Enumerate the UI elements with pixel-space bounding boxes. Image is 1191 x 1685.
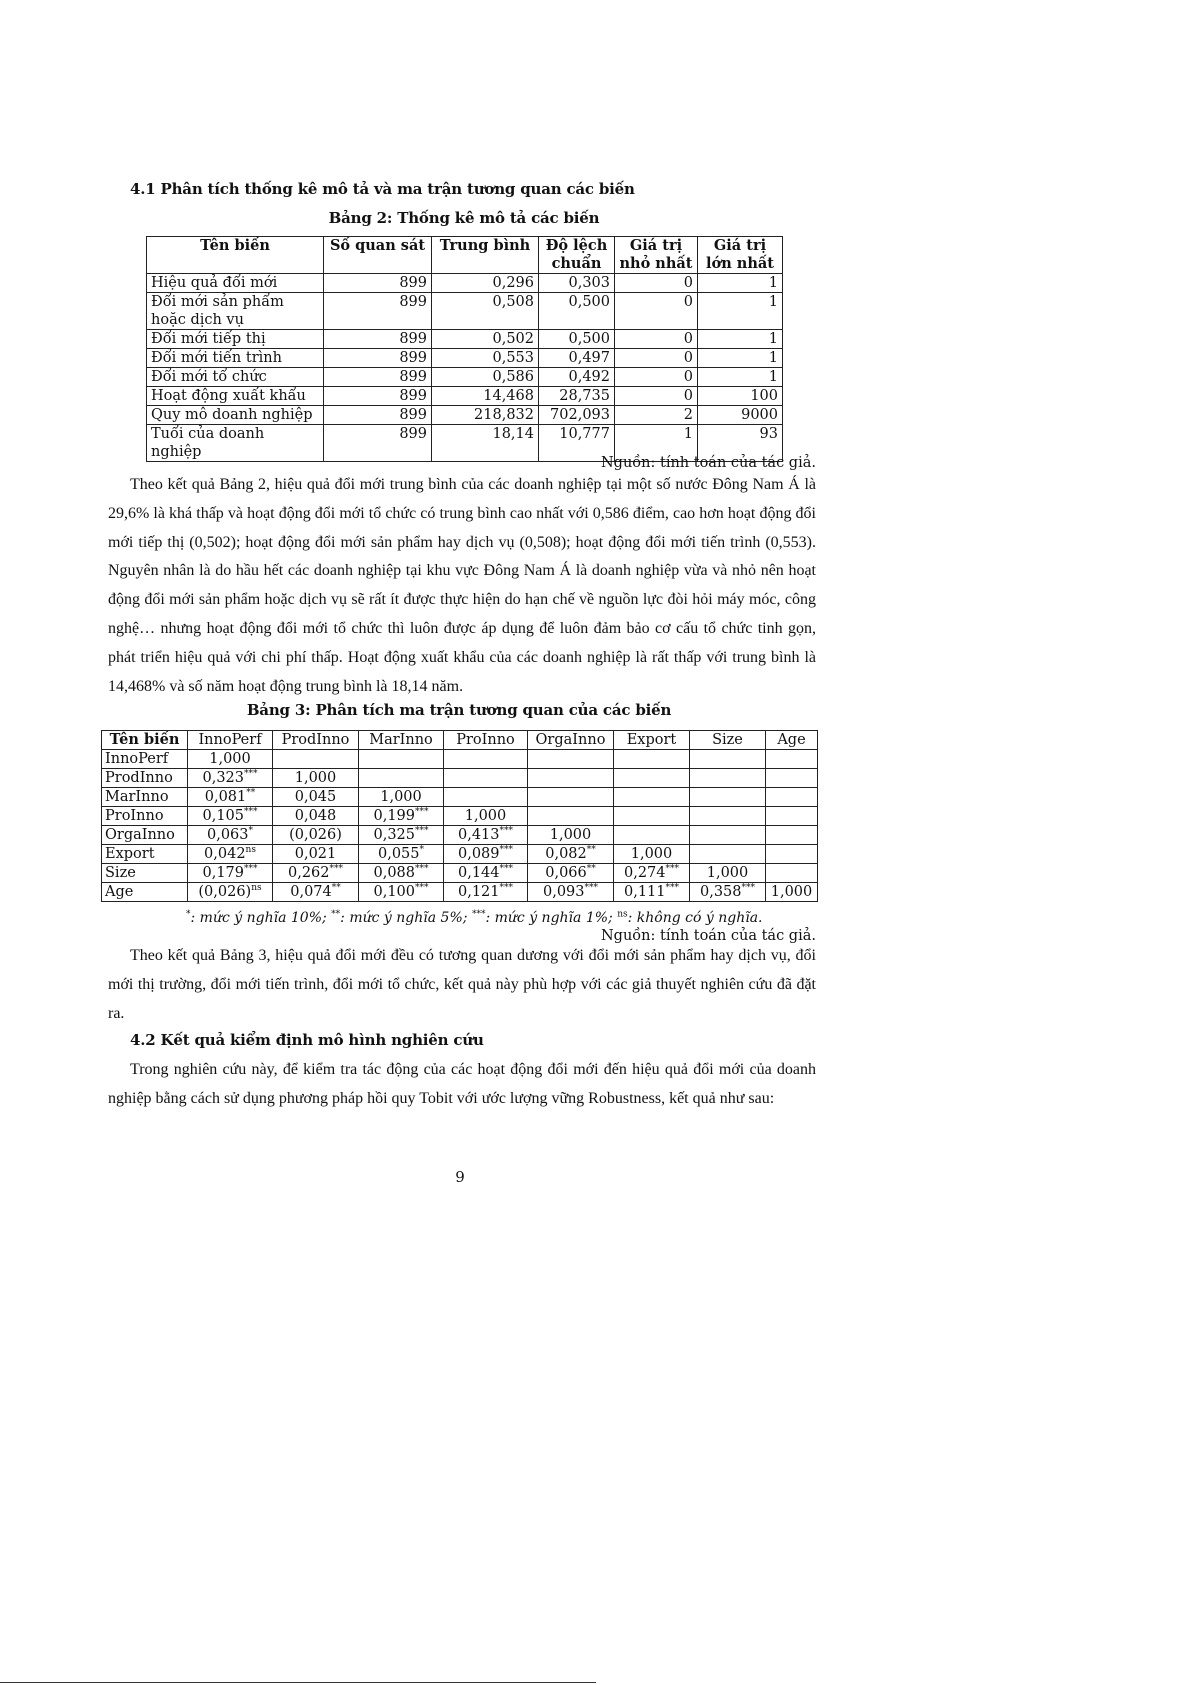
correlation-value: 0,066: [545, 865, 587, 881]
table-row: [102, 864, 818, 883]
significance-mark: ***: [415, 864, 429, 875]
stat-value-cell: 0,502: [432, 330, 539, 349]
significance-mark: ***: [244, 769, 258, 780]
table2-header-line: Giá trị: [629, 237, 683, 254]
paragraph-table2-analysis: Theo kết quả Bảng 2, hiệu quả đổi mới trung bình của các doanh nghiệp tại một số nước Đông Nam Á là 29,6% là khá thấp và hoạt động đổi mới tổ chức có trung bình cao nhất với 0,586 điểm, cao hơn hoạt động đổi mới tiếp thị (0,502); hoạt động đổi mới sản phẩm hay dịch vụ (0,508); hoạt động đổi mới tiến trình (0,553). Nguyên nhân là do hầu hết các doanh nghiệp tại khu vực Đông Nam Á là doanh nghiệp vừa và nhỏ nên hoạt động đổi mới sản phẩm hoặc dịch vụ sẽ rất ít được thực hiện do hạn chế về nguồn lực đòi hỏi máy móc, công nghệ… nhưng hoạt động đổi mới tổ chức thì luôn được áp dụng để luôn đảm bảo cơ cấu tổ chức tinh gọn, phát triển hiệu quả với chi phí thấp. Hoạt động xuất khẩu của các doanh nghiệp là rất thấp với trung bình là 14,468% và số năm hoạt động trung bình là 18,14 năm.: [108, 476, 816, 695]
correlation-cell: [766, 883, 818, 902]
correlation-value: 0,262: [287, 865, 330, 881]
table2-header-line: Trung bình: [439, 237, 531, 254]
correlation-value: 0,081: [204, 789, 247, 805]
significance-mark: **: [586, 864, 596, 875]
variable-name-cell: Đổi mới tiến trình: [147, 349, 324, 368]
correlation-cell: [528, 807, 614, 826]
correlation-cell: [690, 788, 766, 807]
stat-value-cell: 1: [698, 330, 783, 349]
correlation-cell: [614, 807, 690, 826]
table-row: [102, 750, 818, 769]
correlation-cell: [766, 864, 818, 883]
correlation-cell: [614, 845, 690, 864]
stat-value-cell: 0,492: [539, 368, 615, 387]
variable-name-cell: Đổi mới sản phẩm hoặc dịch vụ: [147, 293, 324, 330]
correlation-cell: [188, 750, 273, 769]
significance-mark: ***: [584, 883, 598, 894]
table3-header-cell: Age: [766, 731, 818, 750]
significance-mark: *: [419, 845, 424, 856]
significance-note-mark: ns: [617, 909, 628, 920]
correlation-value: 0,082: [545, 846, 587, 862]
variable-name-cell: Hiệu quả đổi mới: [147, 274, 324, 293]
significance-mark: ***: [415, 807, 429, 818]
table2-header-line: Độ lệch: [545, 237, 608, 254]
table2-header-cell: [698, 237, 783, 274]
section-heading-4-1: 4.1 Phân tích thống kê mô tả và ma trận tương quan các biến: [130, 180, 635, 198]
correlation-cell: [273, 788, 359, 807]
significance-note-text: : mức ý nghĩa 10%;: [190, 910, 332, 926]
correlation-cell: [766, 807, 818, 826]
correlation-cell: [359, 807, 444, 826]
correlation-cell: [444, 864, 528, 883]
stat-value-cell: 0,586: [432, 368, 539, 387]
significance-note-mark: *: [186, 909, 191, 920]
paragraph-model-testing: Trong nghiên cứu này, để kiểm tra tác động của các hoạt động đổi mới đến hiệu quả đổi mới của doanh nghiệp bằng cách sử dụng phương pháp hồi quy Tobit với ước lượng vững Robustness, kết quả như sau:: [108, 1061, 816, 1107]
correlation-cell: [359, 826, 444, 845]
variable-name-cell: Quy mô doanh nghiệp: [147, 406, 324, 425]
correlation-cell: [359, 864, 444, 883]
correlation-value: 0,021: [294, 846, 337, 862]
stat-value-cell: 0: [615, 274, 698, 293]
stat-value-cell: 0: [615, 349, 698, 368]
stat-value-cell: 0,508: [432, 293, 539, 330]
significance-note-mark: ***: [471, 909, 486, 920]
correlation-cell: [359, 769, 444, 788]
table-row: [147, 387, 783, 406]
correlation-cell: [273, 864, 359, 883]
stat-value-cell: 0,497: [539, 349, 615, 368]
correlation-cell: [528, 826, 614, 845]
correlation-cell: [614, 864, 690, 883]
correlation-value: 0,045: [294, 789, 337, 805]
significance-note-text: : không có ý nghĩa.: [627, 910, 763, 926]
table-row: [147, 368, 783, 387]
correlation-cell: [766, 769, 818, 788]
significance-mark: ***: [741, 883, 755, 894]
stat-value-cell: 1: [615, 425, 698, 462]
variable-name-cell: OrgaInno: [102, 826, 188, 845]
stat-value-cell: 899: [324, 425, 432, 462]
correlation-cell: [273, 750, 359, 769]
correlation-cell: [359, 845, 444, 864]
variable-name-cell: Size: [102, 864, 188, 883]
correlation-cell: [690, 845, 766, 864]
section-heading-4-2: 4.2 Kết quả kiểm định mô hình nghiên cứu: [130, 1031, 484, 1049]
table2-header-line: Tên biến: [200, 237, 270, 254]
table2-header-cell: [324, 237, 432, 274]
table-row: [147, 406, 783, 425]
table2-header-line: Số quan sát: [329, 237, 426, 254]
stat-value-cell: 899: [324, 330, 432, 349]
stat-value-cell: 899: [324, 274, 432, 293]
table3-source-note: Nguồn: tính toán của tác giả.: [600, 928, 816, 944]
table3-header-cell: Size: [690, 731, 766, 750]
variable-name-cell: Hoạt động xuất khẩu: [147, 387, 324, 406]
stat-value-cell: 28,735: [539, 387, 615, 406]
table-row: [102, 807, 818, 826]
correlation-value: 1,000: [630, 846, 673, 862]
stat-value-cell: 10,777: [539, 425, 615, 462]
correlation-cell: [444, 750, 528, 769]
table3-header-cell: ProInno: [444, 731, 528, 750]
correlation-value: 0,074: [290, 884, 332, 900]
significance-mark: **: [246, 788, 256, 799]
correlation-cell: [188, 769, 273, 788]
correlation-cell: [614, 750, 690, 769]
variable-name-cell: Tuổi của doanh nghiệp: [147, 425, 324, 462]
significance-mark: ***: [329, 864, 343, 875]
table2-caption: Bảng 2: Thống kê mô tả các biến: [328, 209, 600, 227]
stat-value-cell: 1: [698, 368, 783, 387]
correlation-value: (0,026): [198, 884, 252, 900]
stat-value-cell: 0,500: [539, 330, 615, 349]
table3-header-cell: ProdInno: [273, 731, 359, 750]
correlation-cell: [528, 864, 614, 883]
correlation-cell: [359, 788, 444, 807]
correlation-value: 1,000: [770, 884, 813, 900]
stat-value-cell: 0: [615, 368, 698, 387]
table-row: [102, 788, 818, 807]
correlation-cell: [444, 788, 528, 807]
correlation-cell: [690, 750, 766, 769]
stat-value-cell: 899: [324, 387, 432, 406]
correlation-cell: [359, 750, 444, 769]
stat-value-cell: 18,14: [432, 425, 539, 462]
correlation-cell: [188, 864, 273, 883]
table-row: [147, 293, 783, 330]
correlation-cell: [528, 769, 614, 788]
stat-value-cell: 1: [698, 293, 783, 330]
significance-mark: ns: [245, 845, 256, 856]
correlation-value: 0,088: [373, 865, 415, 881]
stat-value-cell: 899: [324, 349, 432, 368]
correlation-cell: [359, 883, 444, 902]
correlation-value: 0,413: [457, 827, 500, 843]
correlation-cell: [273, 826, 359, 845]
correlation-cell: [444, 769, 528, 788]
correlation-cell: [690, 769, 766, 788]
correlation-cell: [273, 883, 359, 902]
variable-name-cell: Đổi mới tổ chức: [147, 368, 324, 387]
stat-value-cell: 9000: [698, 406, 783, 425]
significance-mark: **: [586, 845, 596, 856]
correlation-value: 0,199: [373, 808, 415, 824]
table2-header-cell: [147, 237, 324, 274]
paragraph-table3-analysis: Theo kết quả Bảng 3, hiệu quả đổi mới đều có tương quan dương với đổi mới sản phẩm hay dịch vụ, đổi mới thị trường, đổi mới tiến trình, đổi mới tổ chức, kết quả này phù hợp với các giả thuyết nghiên cứu đã đặt ra.: [108, 947, 816, 1022]
variable-name-cell: Đổi mới tiếp thị: [147, 330, 324, 349]
correlation-cell: [614, 769, 690, 788]
stat-value-cell: 899: [324, 293, 432, 330]
stat-value-cell: 1: [698, 349, 783, 368]
correlation-cell: [690, 826, 766, 845]
significance-mark: *: [248, 826, 253, 837]
correlation-cell: [614, 826, 690, 845]
variable-name-cell: InnoPerf: [102, 750, 188, 769]
correlation-value: 0,358: [699, 884, 742, 900]
stat-value-cell: 0: [615, 387, 698, 406]
correlation-cell: [690, 807, 766, 826]
correlation-value: 0,093: [542, 884, 585, 900]
table-row: [102, 883, 818, 902]
stat-value-cell: 0: [615, 330, 698, 349]
correlation-value: 0,325: [373, 827, 415, 843]
correlation-value: 1,000: [706, 865, 749, 881]
stat-value-cell: 100: [698, 387, 783, 406]
correlation-cell: [614, 883, 690, 902]
stat-value-cell: 93: [698, 425, 783, 462]
correlation-matrix-table: [101, 730, 818, 902]
table2-source-note: Nguồn: tính toán của tác giả.: [600, 455, 816, 471]
correlation-cell: [528, 750, 614, 769]
significance-mark: ***: [499, 864, 513, 875]
table-row: [147, 274, 783, 293]
correlation-value: 1,000: [464, 808, 507, 824]
table-row: [102, 845, 818, 864]
stat-value-cell: 0,296: [432, 274, 539, 293]
variable-name-cell: ProInno: [102, 807, 188, 826]
correlation-value: 1,000: [380, 789, 422, 805]
correlation-cell: [444, 845, 528, 864]
correlation-cell: [188, 807, 273, 826]
correlation-value: 0,323: [202, 770, 244, 786]
variable-name-cell: MarInno: [102, 788, 188, 807]
correlation-cell: [444, 883, 528, 902]
table3-header-cell: MarInno: [359, 731, 444, 750]
significance-mark: **: [331, 883, 341, 894]
significance-mark: ns: [251, 883, 262, 894]
correlation-value: 0,274: [623, 865, 666, 881]
correlation-value: 0,121: [457, 884, 500, 900]
table2-header-line: chuẩn: [551, 255, 602, 272]
correlation-value: 1,000: [209, 751, 251, 767]
significance-mark: ***: [244, 864, 258, 875]
correlation-value: 0,105: [202, 808, 244, 824]
correlation-value: 0,089: [457, 846, 500, 862]
table3-header-cell: InnoPerf: [188, 731, 273, 750]
stat-value-cell: 2: [615, 406, 698, 425]
significance-mark: ***: [415, 826, 429, 837]
table3-caption: Bảng 3: Phân tích ma trận tương quan của các biến: [246, 701, 672, 719]
significance-mark: ***: [499, 883, 513, 894]
table2-header-line: Giá trị: [713, 237, 767, 254]
correlation-cell: [614, 788, 690, 807]
table3-significance-notes: [186, 910, 786, 926]
stat-value-cell: 899: [324, 406, 432, 425]
table-row: [147, 330, 783, 349]
table2-header-line: lớn nhất: [706, 255, 774, 272]
correlation-value: 0,042: [204, 846, 246, 862]
significance-mark: ***: [665, 883, 679, 894]
table-row: [102, 826, 818, 845]
correlation-value: 0,100: [373, 884, 415, 900]
correlation-cell: [273, 807, 359, 826]
correlation-value: 0,048: [294, 808, 337, 824]
variable-name-cell: Export: [102, 845, 188, 864]
correlation-cell: [273, 845, 359, 864]
correlation-value: 0,063: [206, 827, 249, 843]
table-row: [102, 769, 818, 788]
correlation-cell: [444, 826, 528, 845]
correlation-value: 1,000: [549, 827, 592, 843]
correlation-value: 0,179: [202, 865, 244, 881]
table2-header-cell: [432, 237, 539, 274]
significance-mark: ***: [665, 864, 679, 875]
correlation-cell: [528, 788, 614, 807]
correlation-cell: [188, 883, 273, 902]
stat-value-cell: 14,468: [432, 387, 539, 406]
correlation-cell: [766, 845, 818, 864]
table2-header-line: nhỏ nhất: [619, 255, 693, 272]
stat-value-cell: 1: [698, 274, 783, 293]
descriptive-statistics-table: [146, 236, 783, 462]
page-number: 9: [455, 1168, 465, 1186]
variable-name-cell: ProdInno: [102, 769, 188, 788]
table3-header-cell: Tên biến: [102, 731, 188, 750]
table2-header-cell: [539, 237, 615, 274]
correlation-cell: [528, 883, 614, 902]
significance-note-text: : mức ý nghĩa 5%;: [340, 910, 472, 926]
correlation-cell: [273, 769, 359, 788]
table-row: [147, 349, 783, 368]
significance-note-text: : mức ý nghĩa 1%;: [485, 910, 618, 926]
table2-header-cell: [615, 237, 698, 274]
stat-value-cell: 899: [324, 368, 432, 387]
significance-mark: ***: [244, 807, 258, 818]
correlation-cell: [188, 845, 273, 864]
correlation-value: 1,000: [294, 770, 337, 786]
table3-header-cell: OrgaInno: [528, 731, 614, 750]
correlation-cell: [188, 788, 273, 807]
correlation-value: 0,111: [623, 884, 666, 900]
correlation-cell: [766, 750, 818, 769]
correlation-cell: [766, 826, 818, 845]
correlation-cell: [766, 788, 818, 807]
correlation-cell: [444, 807, 528, 826]
correlation-value: (0,026): [289, 827, 342, 843]
correlation-cell: [528, 845, 614, 864]
significance-mark: ***: [499, 845, 513, 856]
stat-value-cell: 702,093: [539, 406, 615, 425]
stat-value-cell: 218,832: [432, 406, 539, 425]
correlation-cell: [690, 883, 766, 902]
stat-value-cell: 0: [615, 293, 698, 330]
correlation-value: 0,144: [457, 865, 500, 881]
significance-note-mark: **: [331, 909, 341, 920]
significance-mark: ***: [499, 826, 513, 837]
significance-mark: ***: [415, 883, 429, 894]
correlation-cell: [690, 864, 766, 883]
variable-name-cell: Age: [102, 883, 188, 902]
footer-rule: [0, 1682, 596, 1683]
stat-value-cell: 0,303: [539, 274, 615, 293]
correlation-cell: [188, 826, 273, 845]
correlation-value: 0,055: [377, 846, 420, 862]
stat-value-cell: 0,500: [539, 293, 615, 330]
stat-value-cell: 0,553: [432, 349, 539, 368]
table3-header-cell: Export: [614, 731, 690, 750]
